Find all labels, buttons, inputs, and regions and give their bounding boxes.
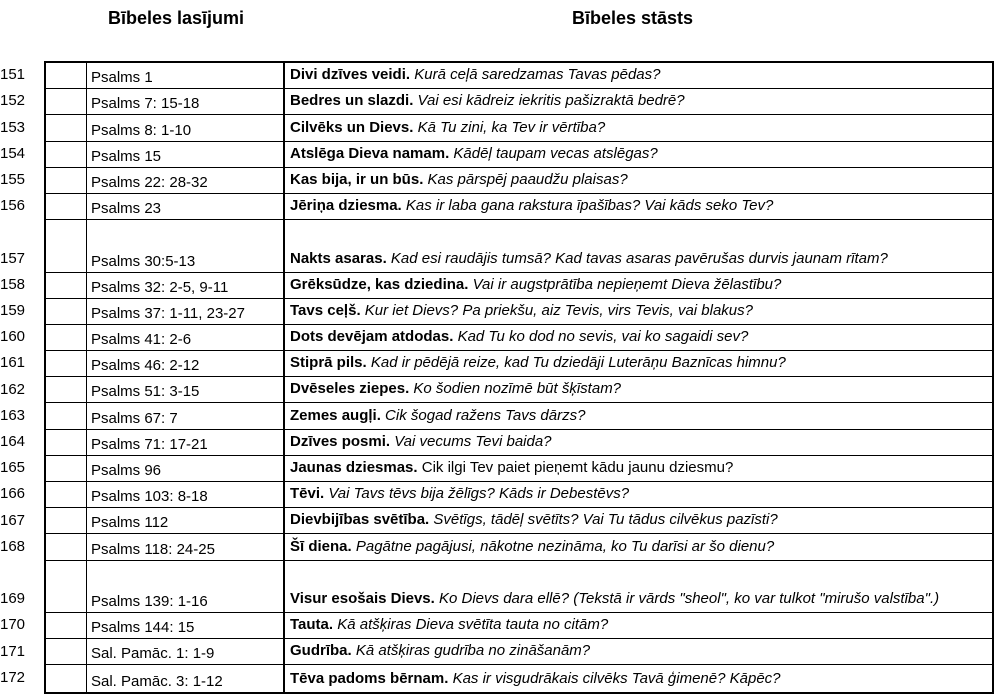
row-number: 152 <box>0 92 26 110</box>
reading-cell: Psalms 67: 7 <box>87 403 285 428</box>
table-row <box>46 168 992 194</box>
reading-cell: Psalms 71: 17-21 <box>87 430 285 455</box>
story-question: Kad Tu ko dod no sevis, vai ko sagaidi sev? <box>457 328 749 346</box>
story-question: Ko šodien nozīmē būt šķīstam? <box>413 380 622 398</box>
reading-cell: Psalms 139: 1-16 <box>87 561 285 612</box>
checkbox-cell <box>46 194 87 219</box>
story-cell <box>285 377 992 402</box>
table-row <box>46 220 992 272</box>
story-cell <box>285 168 992 193</box>
reading-cell: Sal. Pamāc. 3: 1-12 <box>87 665 285 691</box>
reading-cell: Psalms 32: 2-5, 9-11 <box>87 273 285 298</box>
story-question: Pagātne pagājusi, nākotne nezināma, ko Tu darīsi ar šo dienu? <box>355 537 775 555</box>
story-question: Kādēļ taupam vecas atslēgas? <box>453 144 658 162</box>
story-title: Gudrība. <box>290 642 352 660</box>
story-cell <box>285 665 992 691</box>
story-title: Tēva padoms bērnam. <box>290 669 449 687</box>
reading-cell: Psalms 41: 2-6 <box>87 325 285 350</box>
checkbox-cell <box>46 639 87 664</box>
story-title: Tauta. <box>290 616 334 634</box>
checkbox-cell <box>46 63 87 88</box>
table-row <box>46 142 992 168</box>
story-cell <box>285 220 992 271</box>
story-title: Bedres un slazdi. <box>290 92 414 110</box>
row-number: 154 <box>0 144 26 162</box>
row-number: 160 <box>0 328 26 346</box>
table-row <box>46 89 992 115</box>
table-row <box>46 430 992 456</box>
table-row <box>46 613 992 639</box>
row-number: 157 <box>0 249 26 267</box>
story-question: Kas ir laba gana rakstura īpašības? Vai kāds seko Tev? <box>405 197 774 215</box>
checkbox-cell <box>46 351 87 376</box>
table-row <box>46 534 992 560</box>
row-number: 159 <box>0 302 26 319</box>
reading-cell: Psalms 22: 28-32 <box>87 168 285 193</box>
reading-cell: Psalms 46: 2-12 <box>87 351 285 376</box>
checkbox-cell <box>46 613 87 638</box>
reading-cell: Psalms 96 <box>87 456 285 481</box>
table-row <box>46 561 992 613</box>
story-question: Vai vecums Tevi baida? <box>394 432 552 450</box>
story-cell <box>285 482 992 507</box>
checkbox-cell <box>46 403 87 428</box>
story-question: Ko Dievs dara ellē? (Tekstā ir vārds "sheol", ko var tulkot "mirušo valstība".) <box>439 589 940 607</box>
story-cell <box>285 194 992 219</box>
story-title: Jaunas dziesmas. <box>290 459 418 477</box>
checkbox-cell <box>46 665 87 691</box>
story-title: Nakts asaras. <box>290 249 387 267</box>
row-number: 162 <box>0 380 26 398</box>
story-question: Vai Tavs tēvs bija žēlīgs? Kāds ir Debestēvs? <box>328 485 630 503</box>
story-question: Vai esi kādreiz iekritis pašizraktā bedrē? <box>417 92 685 110</box>
story-cell <box>285 299 992 324</box>
reading-cell: Psalms 15 <box>87 142 285 167</box>
story-title: Tēvi. <box>290 485 325 503</box>
checkbox-cell <box>46 325 87 350</box>
story-cell <box>285 325 992 350</box>
reading-column-header: Bībeles lasījumi <box>108 8 245 28</box>
story-cell <box>285 430 992 455</box>
story-title: Divi dzīves veidi. <box>290 66 411 84</box>
reading-cell: Psalms 8: 1-10 <box>87 115 285 140</box>
checkbox-cell <box>46 299 87 324</box>
story-question: Kas pārspēj paaudžu plaisas? <box>427 170 628 188</box>
checkbox-cell <box>46 115 87 140</box>
row-number: 172 <box>0 668 26 686</box>
story-cell <box>285 351 992 376</box>
row-number: 171 <box>0 642 26 660</box>
row-number: 169 <box>0 590 26 608</box>
reading-cell: Psalms 37: 1-11, 23-27 <box>87 299 285 324</box>
reading-cell: Psalms 112 <box>87 508 285 533</box>
checkbox-cell <box>46 430 87 455</box>
story-cell <box>285 142 992 167</box>
story-question: Cik ilgi Tev paiet pieņemt kādu jaunu dziesmu? <box>421 459 734 477</box>
table-row <box>46 508 992 534</box>
story-cell <box>285 534 992 559</box>
story-column-header: Bībeles stāsts <box>572 8 694 28</box>
story-question: Kad ir pēdējā reize, kad Tu dziedāji Luterāņu Baznīcas himnu? <box>370 354 786 372</box>
table-row <box>46 377 992 403</box>
checkbox-cell <box>46 220 87 271</box>
story-question: Kā atšķiras Dieva svētīta tauta no citām? <box>337 616 609 634</box>
table-row <box>46 403 992 429</box>
checkbox-cell <box>46 168 87 193</box>
row-number: 161 <box>0 354 26 372</box>
row-number: 164 <box>0 433 26 450</box>
checkbox-cell <box>46 482 87 507</box>
story-title: Dzīves posmi. <box>290 432 391 450</box>
row-number: 153 <box>0 118 26 136</box>
table-row <box>46 325 992 351</box>
row-number: 151 <box>0 66 26 84</box>
story-question: Kas ir visgudrākais cilvēks Tavā ģimenē? Kāpēc? <box>452 669 781 687</box>
table-row <box>46 351 992 377</box>
story-title: Stiprā pils. <box>290 354 367 372</box>
row-number: 165 <box>0 459 26 477</box>
story-title: Šī diena. <box>290 537 352 555</box>
row-number: 170 <box>0 616 26 634</box>
reading-cell: Psalms 103: 8-18 <box>87 482 285 507</box>
story-question: Vai ir augstprātība nepieņemt Dieva žēlastību? <box>472 275 782 293</box>
story-cell <box>285 273 992 298</box>
reading-cell: Psalms 1 <box>87 63 285 88</box>
checkbox-cell <box>46 89 87 114</box>
table-row <box>46 115 992 141</box>
story-title: Cilvēks un Dievs. <box>290 118 414 136</box>
story-cell <box>285 561 992 612</box>
table-row <box>46 665 992 691</box>
table-row <box>46 194 992 220</box>
table-row <box>46 63 992 89</box>
reading-cell: Psalms 144: 15 <box>87 613 285 638</box>
checkbox-cell <box>46 456 87 481</box>
story-question: Kur iet Dievs? Pa priekšu, aiz Tevis, virs Tevis, vai blakus? <box>364 301 753 319</box>
readings-table <box>44 61 994 694</box>
story-question: Kā Tu zini, ka Tev ir vērtība? <box>417 118 606 136</box>
story-question: Svētīgs, tādēļ svētīts? Vai Tu tādus cilvēkus pazīsti? <box>433 511 778 529</box>
row-number: 168 <box>0 537 26 555</box>
story-title: Dvēseles ziepes. <box>290 380 410 398</box>
row-number: 155 <box>0 171 26 188</box>
checkbox-cell <box>46 273 87 298</box>
story-question: Cik šogad ražens Tavs dārzs? <box>385 406 586 424</box>
checkbox-cell <box>46 508 87 533</box>
table-row <box>46 456 992 482</box>
reading-cell: Psalms 30:5-13 <box>87 220 285 271</box>
reading-cell: Psalms 23 <box>87 194 285 219</box>
story-title: Jēriņa dziesma. <box>290 197 402 215</box>
story-cell <box>285 403 992 428</box>
story-title: Atslēga Dieva namam. <box>290 144 450 162</box>
story-title: Grēksūdze, kas dziedina. <box>290 275 469 293</box>
row-number: 156 <box>0 197 26 215</box>
reading-cell: Psalms 51: 3-15 <box>87 377 285 402</box>
row-number: 167 <box>0 511 26 529</box>
story-cell <box>285 89 992 114</box>
story-cell <box>285 456 992 481</box>
story-question: Kurā ceļā saredzamas Tavas pēdas? <box>414 66 661 84</box>
reading-cell: Psalms 7: 15-18 <box>87 89 285 114</box>
table-row <box>46 299 992 325</box>
story-question: Kad esi raudājis tumsā? Kad tavas asaras pavērušas durvis jaunam rītam? <box>390 249 888 267</box>
story-title: Dievbijības svētība. <box>290 511 430 529</box>
checkbox-cell <box>46 377 87 402</box>
table-row <box>46 273 992 299</box>
reading-cell: Sal. Pamāc. 1: 1-9 <box>87 639 285 664</box>
story-cell <box>285 613 992 638</box>
story-title: Kas bija, ir un būs. <box>290 170 424 188</box>
checkbox-cell <box>46 561 87 612</box>
story-question: Kā atšķiras gudrība no zināšanām? <box>355 642 591 660</box>
checkbox-cell <box>46 142 87 167</box>
row-number: 158 <box>0 275 26 293</box>
row-number: 163 <box>0 406 26 424</box>
story-cell <box>285 639 992 664</box>
story-title: Visur esošais Dievs. <box>290 589 435 607</box>
story-cell <box>285 508 992 533</box>
story-title: Dots devējam atdodas. <box>290 328 454 346</box>
story-cell <box>285 63 992 88</box>
story-title: Tavs ceļš. <box>290 301 361 319</box>
row-number: 166 <box>0 485 26 503</box>
reading-cell: Psalms 118: 24-25 <box>87 534 285 559</box>
story-title: Zemes augļi. <box>290 406 381 424</box>
table-row <box>46 639 992 665</box>
checkbox-cell <box>46 534 87 559</box>
story-cell <box>285 115 992 140</box>
table-row <box>46 482 992 508</box>
